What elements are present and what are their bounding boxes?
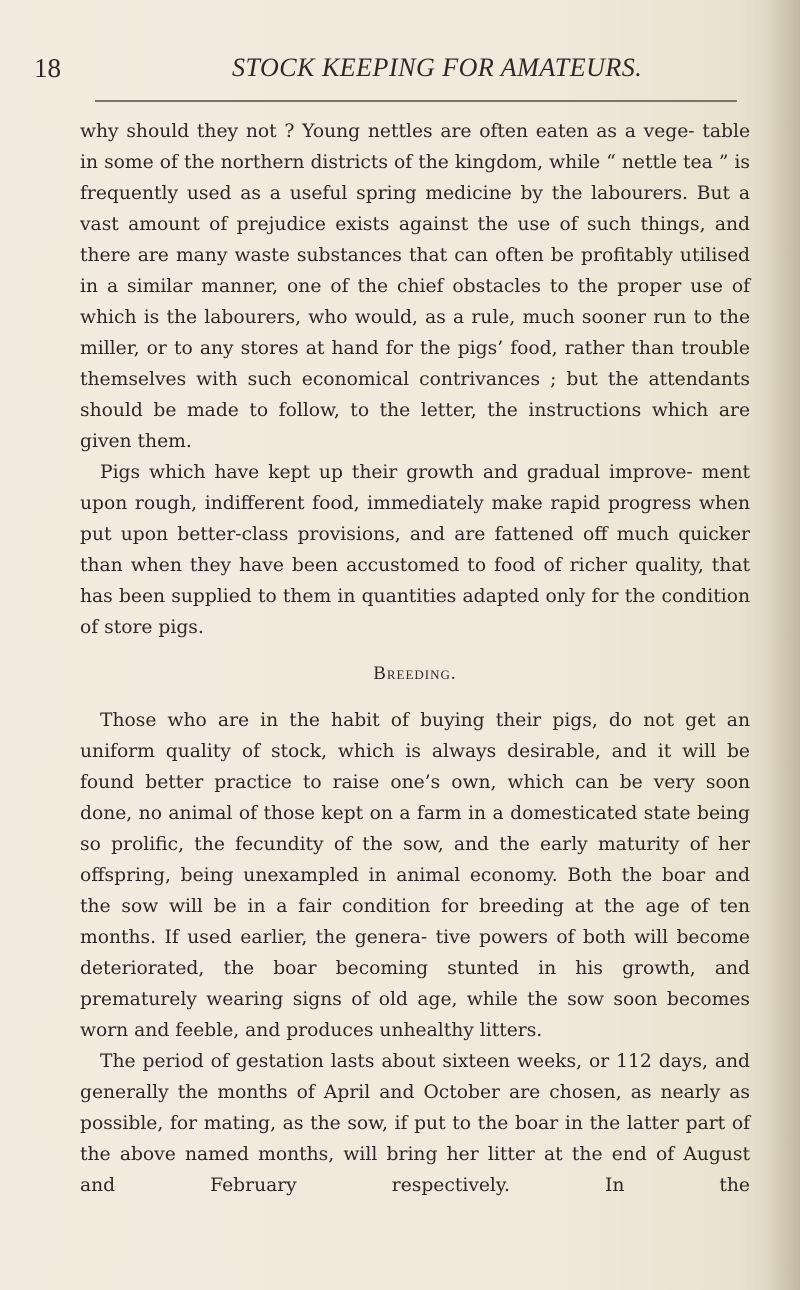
paragraph-continuation: why should they not ? Young nettles are often eaten as a vege- table in some of the northern districts of the kingdom, while “ nettle tea ” is frequently used as a useful spring medicine by the labourers. But a vast amount of prejudice exists against the use of such things, and there are many waste substances that can often be profitably utilised in a similar manner, one of the chief obstacles to the proper use of which is the labourers, who would, as a rule, much sooner run to the miller, or to any stores at hand for the pigs’ food, rather than trouble themselves with such economical contrivances ; but the attendants should be made to follow, to the letter, the instructions which are given them. — [80, 121, 750, 452]
section-heading: Breeding. — [373, 663, 457, 684]
page-header — [34, 52, 750, 92]
paragraph-gestation: The period of gestation lasts about sixteen weeks, or 112 days, and generally the months of April and October are chosen, as nearly as possible, for mating, as the sow, if put to the boar in the latter part of the above named months, will bring her litter at the end of August and February respectively. In the — [80, 1051, 750, 1196]
header-rule — [95, 100, 737, 102]
running-title: STOCK KEEPING FOR AMATEURS. — [232, 53, 643, 82]
body-text — [80, 116, 750, 1201]
paragraph-pigs-growth: Pigs which have kept up their growth and gradual improve- ment upon rough, indifferent food, immediately make rapid progress when put upon better-class provisions, and are fattened off much quicker than when they have been accustomed to food of richer quality, that has been supplied to them in quantities adapted only for the condition of store pigs. — [80, 462, 750, 638]
paragraph-breeding: Those who are in the habit of buying their pigs, do not get an uniform quality of stock, which is always desirable, and it will be found better practice to raise one’s own, which can be very soon done, no animal of those kept on a farm in a domesticated state being so prolific, the fecundity of the sow, and the early maturity of her offspring, being unexampled in animal economy. Both the boar and the sow will be in a fair condition for breeding at the age of ten months. If used earlier, the genera- tive powers of both will become deteriorated, the boar becoming stunted in his growth, and prematurely wearing signs of old age, while the sow soon becomes worn and feeble, and produces unhealthy litters. — [80, 710, 750, 1041]
page-edge-shadow — [766, 0, 800, 1290]
page-number: 18 — [34, 53, 61, 83]
